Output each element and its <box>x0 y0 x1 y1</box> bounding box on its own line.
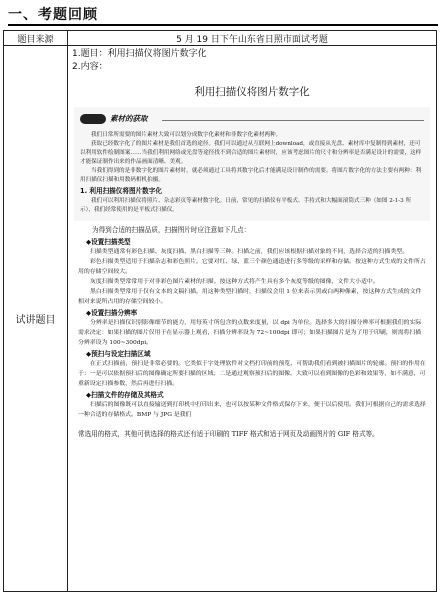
topic-content-cell <box>68 46 437 592</box>
body-tail: 常选用的格式，其他可供选择的格式还有适于印刷的 TIFF 格式和适于网页及动画图片的 GIF 格式等。 <box>78 430 379 438</box>
content-line: 2.内容： <box>72 62 108 72</box>
excerpt-subtitle: 1. 利用扫描仪将图片数字化 <box>80 187 162 195</box>
source-label-cell <box>4 31 68 46</box>
excerpt-paragraph: 获取已经数字化了的图片素材是我们首选的途径。我们可以通过从互联网上download，或直接从光盘、素材库中复制得到素材，还可以利用软件绘制图案……当我们利用网络或光盘等途径找不到合适的图片素材时，应该考虑图片的尺寸和分辨率是否满足设计的需要，这样才能保证制作出来的作品画面清晰、美观。 <box>80 141 422 165</box>
section-header <box>80 113 424 127</box>
topic-label-cell <box>4 46 68 592</box>
source-label: 题目来源 <box>17 34 54 45</box>
body-paragraph: 黑白扫描类型常用于仅有文本的文稿扫描，用这种类型扫描时，扫描仪会用 1 位来表示黑或白两种像素，按这种方式生成的文件相对来说所占用的存储空间较小。 <box>78 289 422 305</box>
body-heading: ◆设置扫描分辨率 <box>86 309 138 317</box>
body-paragraph: 在正式扫描前，预扫是非常必要的。它类似于字处理软件对文档打印前的预览，可帮助我们看到被扫描图片的轮廓。预扫的作用在于：一是可以依据预扫后的图像确定所要扫描的区域；二是通过观察预扫后的图像，大致可以看到图像的色彩和效果等，如不满意，可重新设定扫描参数，然后再进行扫描。 <box>78 361 426 387</box>
section-rule <box>162 120 424 121</box>
excerpt-paragraph: 我们日常所需要的图片素材大致可以划分成数字化素材和非数字化素材两种。 <box>91 132 282 138</box>
body-paragraph: 灰度扫描类型常常用于对非彩色图片素材的扫描。按这种方式将产生具有多个灰度等级的图像，文件大小适中。 <box>90 279 379 285</box>
topic-line: 1.题目：利用扫描仪将图片数字化 <box>72 49 207 59</box>
excerpt-paragraph: 当我们得到的是非数字化的图片素材时，就必须通过工具将其数字化后才能满足设计制作的需要。将图片数字化的方法主要有两种：利用扫描仪扫描和用数码相机拍摄。 <box>80 168 422 183</box>
title-underline <box>8 24 438 26</box>
section-badge <box>80 114 106 124</box>
textbook-excerpt <box>74 107 430 221</box>
body-paragraph: 彩色扫描类型适用于扫描杂志和彩色照片，它要对红、绿、蓝三个颜色通道进行多等级的采样和存储。按这种方式生成的文件所占用的存储空间较大。 <box>78 259 426 275</box>
source-value: 5 月 19 日下午山东省日照市面试考题 <box>176 34 328 45</box>
exam-table <box>3 30 437 592</box>
source-value-cell <box>68 31 437 46</box>
body-paragraph: 扫描类型通常有彩色扫描、灰度扫描、黑白扫描等三种。扫描之前，我们应该根据扫描对象的不同，选择合适的扫描类型。 <box>90 249 409 255</box>
topic-label: 试讲题目 <box>15 315 56 326</box>
doc-title: 利用扫描仪将图片数字化 <box>194 86 310 98</box>
body-heading: ◆预扫与设定扫描区域 <box>86 350 151 358</box>
body-intro: 为得到合适的扫描品质，扫描图片时应注意如下几点： <box>92 226 251 234</box>
body-paragraph: 分辨率是扫描仪识别影像细节的能力，用每英寸所包含的点数来度量，以 dpi 为单位。选择多大的扫描分辨率可根据我们的实际需求决定：如果扫描的图片仅用于在显示器上观看，扫描分辨率设为 72~100dpi 即可；如果扫描图片是为了用于印刷，则需将扫描分辨率设为 100~300dpi。 <box>78 320 422 346</box>
body-heading: ◆设置扫描类型 <box>86 238 131 246</box>
page-title: 一、考题回顾 <box>8 7 98 23</box>
body-paragraph: 扫描后的图像既可以直接输送到打印机中打印出来，也可以按某种文件格式保存下来，便于以后使用。我们可根据自己的需求选择一种合适的存储格式。BMP 与 JPG 是我们 <box>78 402 426 418</box>
body-text <box>78 225 426 441</box>
body-heading: ◆扫描文件的存储及其格式 <box>86 391 164 399</box>
section-label: 素材的获取 <box>110 114 148 123</box>
excerpt-paragraph: 我们可以利用扫描仪将照片、杂志彩页等素材数字化。日前，常见的扫描仪有平板式、手持式和大幅面滚筒式三种（如图 2-1-3 所示），我们经常使用的是平板式扫描仪。 <box>80 198 412 213</box>
